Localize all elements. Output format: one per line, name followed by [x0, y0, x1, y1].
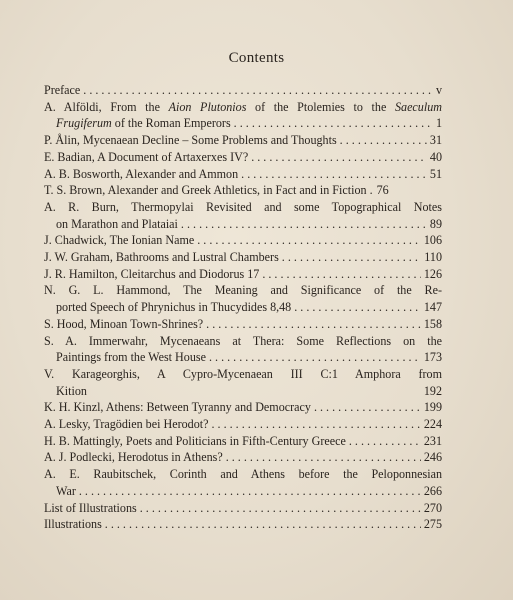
toc-entry-graham	[44, 249, 442, 266]
entry-title: J. Chadwick, The Ionian Name	[44, 233, 195, 248]
entry-title: E. Badian, A Document of Artaxerxes IV?	[44, 149, 249, 164]
dot-leader	[140, 500, 421, 517]
entry-page: 89	[429, 216, 442, 231]
toc-entry-raubitschek	[44, 466, 442, 499]
entry-page: 192	[423, 383, 442, 398]
entry-page: 158	[423, 316, 442, 331]
entry-title: A. Lesky, Tragödien bei Herodot?	[44, 417, 209, 432]
toc-entry-bosworth	[44, 166, 442, 183]
entry-page: 147	[423, 300, 442, 315]
entry-title-line-2: ported Speech of Phrynichus in Thucydides 8,48 . . . 147	[44, 299, 442, 316]
entry-title: Illustrations	[44, 517, 102, 532]
dot-leader	[211, 416, 420, 433]
dot-leader	[340, 132, 427, 149]
dot-leader	[181, 216, 427, 233]
entry-page: 106	[423, 233, 442, 248]
dot-leader	[314, 399, 421, 416]
dot-leader	[294, 299, 421, 316]
entry-page: 224	[423, 417, 442, 432]
entry-page: 126	[423, 266, 442, 281]
dot-leader	[282, 249, 422, 266]
toc-entry-podlecki	[44, 449, 442, 466]
entry-page: 51	[429, 166, 442, 181]
dot-leader	[79, 483, 421, 500]
dot-leader	[209, 349, 421, 366]
entry-page: 266	[423, 483, 442, 498]
toc-entry-kinzl	[44, 399, 442, 416]
dot-leader	[251, 149, 427, 166]
dot-leader	[197, 232, 421, 249]
toc-entry-mattingly	[44, 433, 442, 450]
entry-title: A. B. Bosworth, Alexander and Ammon	[44, 166, 239, 181]
toc-entry-hamilton	[44, 266, 442, 283]
dot-leader	[83, 82, 433, 99]
entry-page: 275	[423, 517, 442, 532]
dot-leader	[234, 115, 433, 132]
entry-title: H. B. Mattingly, Poets and Politicians in Fifth-Century Greece	[44, 433, 346, 448]
entry-title: J. R. Hamilton, Cleitarchus and Diodorus 17	[44, 266, 260, 281]
entry-title: A. J. Podlecki, Herodotus in Athens?	[44, 450, 223, 465]
dot-leader	[349, 433, 421, 450]
toc-entry-immerwahr	[44, 333, 442, 366]
dot-leader	[262, 266, 421, 283]
entry-title-line-2: Kition 192	[56, 383, 442, 398]
entry-title: T. S. Brown, Alexander and Greek Athletics, in Fact and in Fiction	[44, 183, 367, 198]
entry-page: 199	[423, 400, 442, 415]
toc-entry-illustrations	[44, 516, 442, 533]
dot-leader	[226, 449, 421, 466]
entry-page: 40	[429, 149, 442, 164]
entry-title: K. H. Kinzl, Athens: Between Tyranny and Democracy	[44, 400, 311, 415]
entry-title-line-2: on Marathon and Plataiai . . . 89	[44, 216, 442, 233]
entry-title: Preface	[44, 83, 81, 97]
table-of-contents	[44, 82, 442, 533]
entry-title-line-2: Frugiferum of the Roman Emperors . . . 1	[44, 115, 442, 132]
toc-entry-badian	[44, 149, 442, 166]
entry-page: 231	[423, 433, 442, 448]
toc-entry-alfoldi	[44, 99, 442, 132]
entry-page: 173	[423, 350, 442, 365]
toc-entry-hood	[44, 316, 442, 333]
dot-leader	[241, 166, 427, 183]
entry-page: 31	[429, 133, 442, 148]
dot-leader	[105, 516, 421, 533]
toc-entry-lesky	[44, 416, 442, 433]
entry-page: 76	[376, 183, 389, 198]
entry-title: P. Ålin, Mycenaean Decline – Some Problems and Thoughts	[44, 133, 337, 148]
entry-title-line-1: N. G. L. Hammond, The Meaning and Significance of the Re-	[44, 283, 442, 298]
entry-page: 270	[423, 500, 442, 515]
entry-title: List of Illustrations	[44, 500, 137, 515]
toc-entry-alin	[44, 132, 442, 149]
entry-title-line-1: A. R. Burn, Thermopylai Revisited and some Topographical Notes	[44, 199, 442, 214]
entry-page: 246	[423, 450, 442, 465]
entry-title-line-2: Paintings from the West House . . . 173	[44, 349, 442, 366]
entry-title-line-1: A. Alföldi, From the Aion Plutonios of the Ptolemies to the Saeculum	[44, 99, 442, 114]
toc-entry-karageorghis	[44, 366, 442, 399]
entry-title-line-1: V. Karageorghis, A Cypro-Mycenaean III C:1 Amphora from	[44, 366, 442, 381]
entry-page: 110	[424, 250, 442, 265]
dot-leader	[370, 182, 374, 199]
toc-entry-chadwick	[44, 232, 442, 249]
entry-title-line-1: A. E. Raubitschek, Corinth and Athens before the Peloponnesian	[44, 467, 442, 482]
toc-entry-hammond	[44, 282, 442, 315]
page-title: Contents	[228, 50, 285, 66]
entry-title: J. W. Graham, Bathrooms and Lustral Chambers	[44, 250, 279, 265]
dot-leader	[206, 316, 421, 333]
entry-title-line-1: S. A. Immerwahr, Mycenaeans at Thera: Some Reflections on the	[44, 333, 442, 348]
entry-page: v	[435, 83, 442, 97]
toc-entry-burn	[44, 199, 442, 232]
entry-title-line-2: War . . . 266	[44, 483, 442, 500]
entry-page: 1	[435, 116, 442, 131]
toc-entry-preface	[44, 82, 442, 99]
toc-entry-brown	[44, 182, 442, 199]
entry-title: S. Hood, Minoan Town-Shrines?	[44, 316, 204, 331]
toc-entry-list-of-illustrations	[44, 500, 442, 517]
